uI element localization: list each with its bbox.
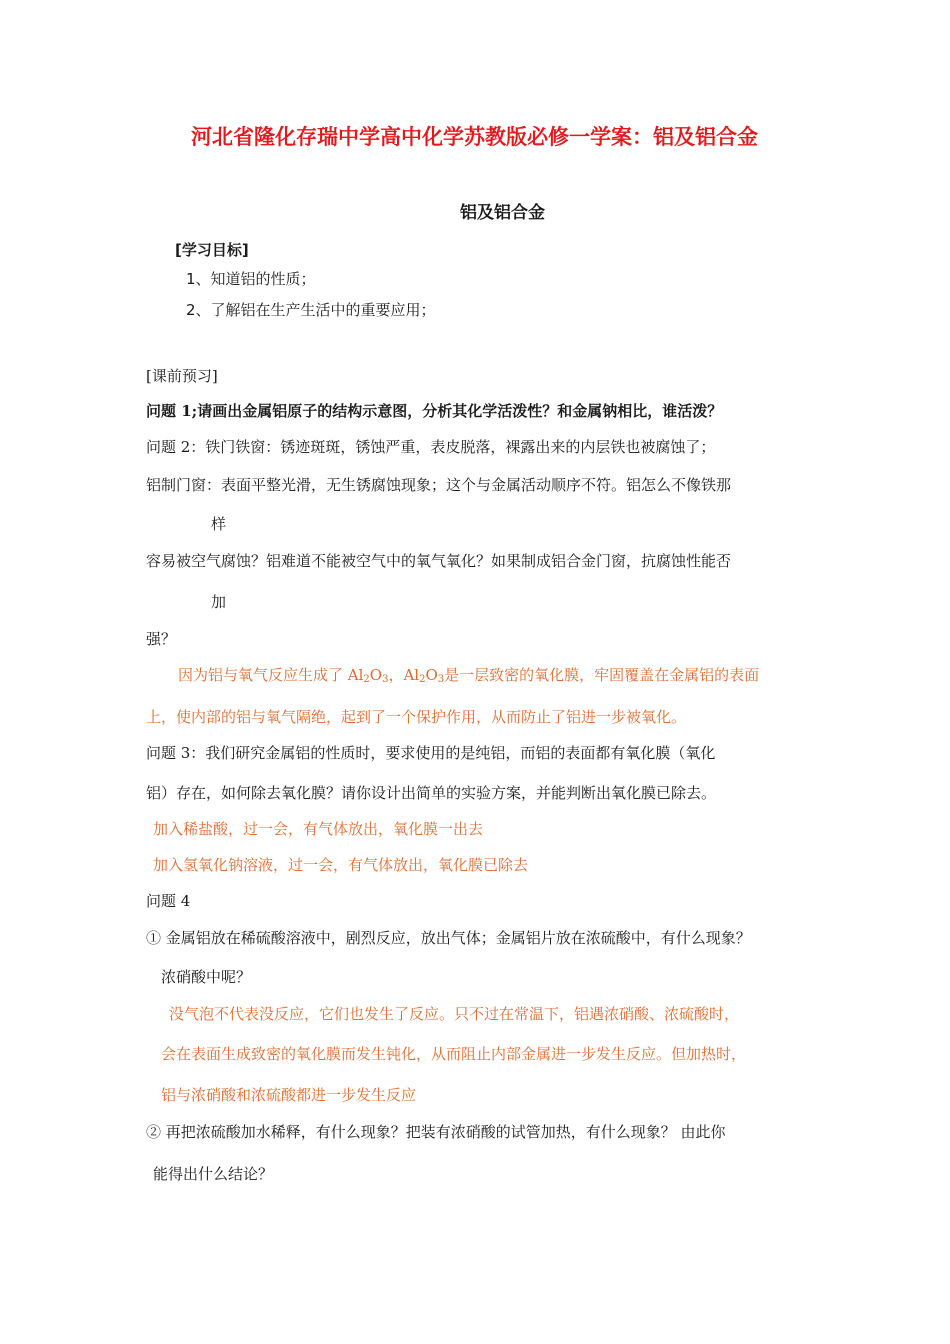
question-1: 问题 1;请画出金属铝原子的结构示意图，分析其化学活泼性？和金属钠相比，谁活泼？ <box>146 402 723 420</box>
question-4-1-line: ① 金属铝放在稀硫酸溶液中，剧烈反应，放出气体；金属铝片放在浓硫酸中，有什么现象？ <box>146 929 751 947</box>
answer-2-line <box>178 668 759 685</box>
objective-item: 2、了解铝在生产生活中的重要应用； <box>186 301 436 319</box>
question-2-line: 容易被空气腐蚀？铝难道不能被空气中的氧气氧化？如果制成铝合金门窗，抗腐蚀性能否 <box>146 552 732 570</box>
question-2-line: 强？ <box>146 630 177 648</box>
answer-4-line: 铝与浓硝酸和浓硫酸都进一步发生反应 <box>161 1086 417 1104</box>
answer-2-text: 是一层致密的氧化膜，牢固覆盖在金属铝的表面 <box>444 666 760 684</box>
preview-heading: [课前预习] <box>146 367 218 385</box>
answer-4-line: 没气泡不代表没反应，它们也发生了反应。只不过在常温下，铝遇浓硝酸、浓硫酸时， <box>169 1005 740 1023</box>
answer-3-line: 加入氢氧化钠溶液，过一会，有气体放出，氧化膜已除去 <box>153 856 529 874</box>
answer-4-line: 会在表面生成致密的氧化膜而发生钝化，从而阻止内部金属进一步发生反应。但加热时， <box>161 1045 747 1063</box>
section-title: 铝及铝合金 <box>460 203 545 223</box>
question-4-2-line: ② 再把浓硫酸加水稀释，有什么现象？把装有浓硝酸的试管加热，有什么现象？ 由此你 <box>146 1123 726 1141</box>
question-2-line: 铝制门窗：表面平整光滑，无生锈腐蚀现象；这个与金属活动顺序不符。铝怎么不像铁那 <box>146 476 732 494</box>
question-4-label: 问题 4 <box>146 892 191 910</box>
subscript: 2 <box>419 674 426 685</box>
answer-2-text: 因为铝与氧气反应生成了 Al <box>178 666 364 684</box>
question-2-line: 加 <box>211 593 227 611</box>
answer-2-text: O <box>425 666 438 684</box>
question-2-line: 问题 2：铁门铁窗：锈迹斑斑，锈蚀严重，表皮脱落，裸露出来的内层铁也被腐蚀了； <box>146 438 716 456</box>
answer-3-line: 加入稀盐酸，过一会，有气体放出，氧化膜一出去 <box>153 820 484 838</box>
answer-2-text: ，Al <box>388 666 420 684</box>
question-4-1-line: 浓硝酸中呢？ <box>161 968 252 986</box>
question-4-2-line: 能得出什么结论？ <box>153 1165 274 1183</box>
answer-2-text: O <box>369 666 383 684</box>
subscript: 3 <box>382 674 389 685</box>
question-2-line: 样 <box>211 515 227 533</box>
subscript: 2 <box>363 674 370 685</box>
subscript: 3 <box>437 674 445 685</box>
answer-2-line: 上，使内部的铝与氧气隔绝，起到了一个保护作用，从而防止了铝进一步被氧化。 <box>146 708 687 726</box>
question-3-line: 铝）存在，如何除去氧化膜？请你设计出简单的实验方案，并能判断出氧化膜已除去。 <box>146 784 717 802</box>
objective-item: 1、知道铝的性质； <box>186 270 316 288</box>
objectives-heading: [学习目标] <box>175 241 249 259</box>
document-title: 河北省隆化存瑞中学高中化学苏教版必修一学案：铝及铝合金 <box>191 124 758 149</box>
question-3-line: 问题 3：我们研究金属铝的性质时，要求使用的是纯铝，而铝的表面都有氧化膜（氧化 <box>146 744 716 762</box>
